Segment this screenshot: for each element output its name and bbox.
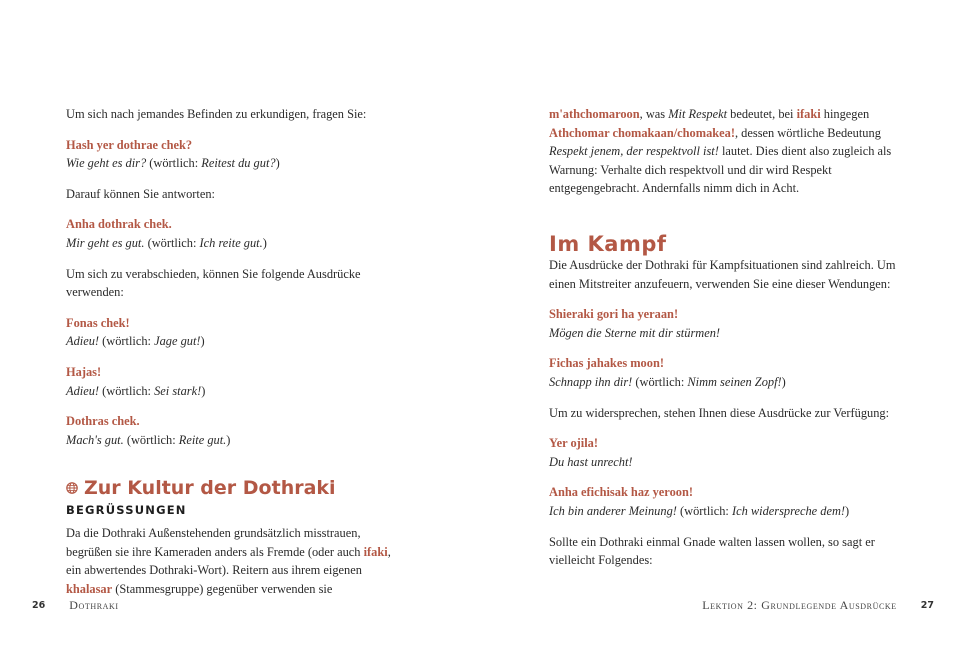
phrase-entry [549,483,909,520]
body-text: bedeutet, bei [727,107,797,121]
globe-icon [66,482,78,494]
literal-text: Reitest du gut? [201,156,276,171]
body-text: , was [639,107,669,121]
literal-text: Reite gut. [178,432,227,447]
dothraki-term: khalasar [66,581,113,596]
literal-suffix: ) [275,156,280,171]
literal-suffix: ) [201,383,206,398]
culture-heading-text: Zur Kultur der Dothraki [84,477,336,500]
phrase-translation [66,332,406,351]
dothraki-term: ifaki [363,544,388,559]
phrase-translation [549,324,909,343]
dothraki-phrase: Hash yer dothrae chek? [66,137,193,152]
body-text: , ein abwertendes Dothraki-Wort). Reitern aus ihrem eigenen [66,544,391,578]
translation-text: Wie geht es dir? [66,156,147,171]
translation-text: Ich bin anderer Meinung! [549,503,677,518]
body-text: hingegen [820,107,870,121]
dothraki-phrase: Hajas! [66,364,102,379]
translation-text: Schnapp ihn dir! [549,374,633,389]
literal-prefix: (wörtlich: [123,432,179,447]
dothraki-term: m'athchomaroon [549,107,640,121]
phrase-entry [549,434,909,471]
phrase-translation [549,373,909,392]
culture-body [66,524,406,598]
translation-text: Du hast unrecht! [549,454,633,469]
phrase-translation [549,502,909,521]
phrase-entry [66,314,406,351]
phrase-entry [66,215,406,252]
combat-heading: Im Kampf [549,231,667,256]
literal-suffix: ) [845,503,850,518]
dothraki-term: Athchomar chomakaan/chomakea! [549,125,735,140]
literal-prefix: (wörtlich: [146,156,202,171]
culture-subheading: BEGRÜSSUNGEN [66,503,187,518]
page-number: 27 [920,600,934,611]
literal-suffix: ) [226,432,231,447]
literal-prefix: (wörtlich: [144,235,200,250]
phrase-entry [549,354,909,391]
dothraki-phrase: Dothras chek. [66,414,140,429]
italic-text: Respekt jenem, der respektvoll ist! [549,144,719,159]
literal-prefix: (wörtlich: [99,383,155,398]
body-text: lautet. Dies dient also zugleich als Warnung: Verhalte dich respektvoll und dir wird Respekt entgegengebracht. Andernfalls nimm dich in Acht. [549,144,892,196]
running-head: Dothraki [69,598,119,612]
culture-heading [66,477,406,499]
page-number: 26 [32,600,46,611]
translation-text: Mach's gut. [66,432,124,447]
dothraki-term: ifaki [796,107,821,121]
translation-text: Adieu! [66,383,100,398]
translation-text: Adieu! [66,334,100,349]
continuation-paragraph [549,105,909,198]
left-footer [32,598,119,613]
literal-prefix: (wörtlich: [632,374,688,389]
phrase-translation [66,234,406,253]
running-head: Lektion 2: Grundlegende Ausdrücke [702,598,897,612]
literal-text: Jage gut! [154,334,201,349]
body-text: (Stammesgruppe) gegenüber verwenden sie [112,581,333,596]
dothraki-phrase: Anha efichisak haz yeroon! [549,485,693,500]
translation-text: Mir geht es gut. [66,235,145,250]
italic-text: Mit Respekt [668,107,728,121]
phrase-entry [549,305,909,342]
right-column [549,105,909,570]
dothraki-phrase: Fonas chek! [66,315,130,330]
right-footer [702,598,934,613]
phrase-entry [66,136,406,173]
literal-prefix: (wörtlich: [676,503,732,518]
body-text: Da die Dothraki Außenstehenden grundsätzlich misstrauen, begrüßen sie ihre Kameraden anders als Fremde (oder auch [66,525,364,559]
phrase-entry [66,363,406,400]
translation-text: Mögen die Sterne mit dir stürmen! [549,325,721,340]
phrase-translation [66,382,406,401]
dothraki-phrase: Fichas jahakes moon! [549,356,664,371]
mercy-intro: Sollte ein Dothraki einmal Gnade walten lassen wollen, so sagt er vielleicht Folgendes: [549,534,875,568]
literal-text: Nimm seinen Zopf! [687,374,782,389]
phrase-translation [549,453,909,472]
paragraph-intro-ask: Um sich nach jemandes Befinden zu erkundigen, fragen Sie: [66,107,367,121]
dothraki-phrase: Anha dothrak chek. [66,217,172,232]
dothraki-phrase: Yer ojila! [549,436,598,451]
literal-text: Sei stark! [154,383,202,398]
body-text: , dessen wörtliche Bedeutung [734,125,881,140]
phrase-translation [66,431,406,450]
literal-suffix: ) [262,235,267,250]
disagree-intro: Um zu widersprechen, stehen Ihnen diese Ausdrücke zur Verfügung: [549,405,890,420]
combat-intro: Die Ausdrücke der Dothraki für Kampfsituationen sind zahlreich. Um einen Mitstreiter anzufeuern, verwenden Sie eine dieser Wendungen: [549,257,896,291]
literal-suffix: ) [200,334,205,349]
left-column [66,105,406,598]
literal-suffix: ) [781,374,786,389]
literal-text: Ich widerspreche dem! [731,503,846,518]
dothraki-phrase: Shieraki gori ha yeraan! [549,307,679,322]
paragraph-goodbye-intro: Um sich zu verabschieden, können Sie folgende Ausdrücke verwenden: [66,266,361,300]
literal-prefix: (wörtlich: [99,334,155,349]
paragraph-answer-intro: Darauf können Sie antworten: [66,186,215,201]
right-page [483,0,966,648]
literal-text: Ich reite gut. [199,235,263,250]
phrase-translation [66,154,406,173]
phrase-entry [66,412,406,449]
